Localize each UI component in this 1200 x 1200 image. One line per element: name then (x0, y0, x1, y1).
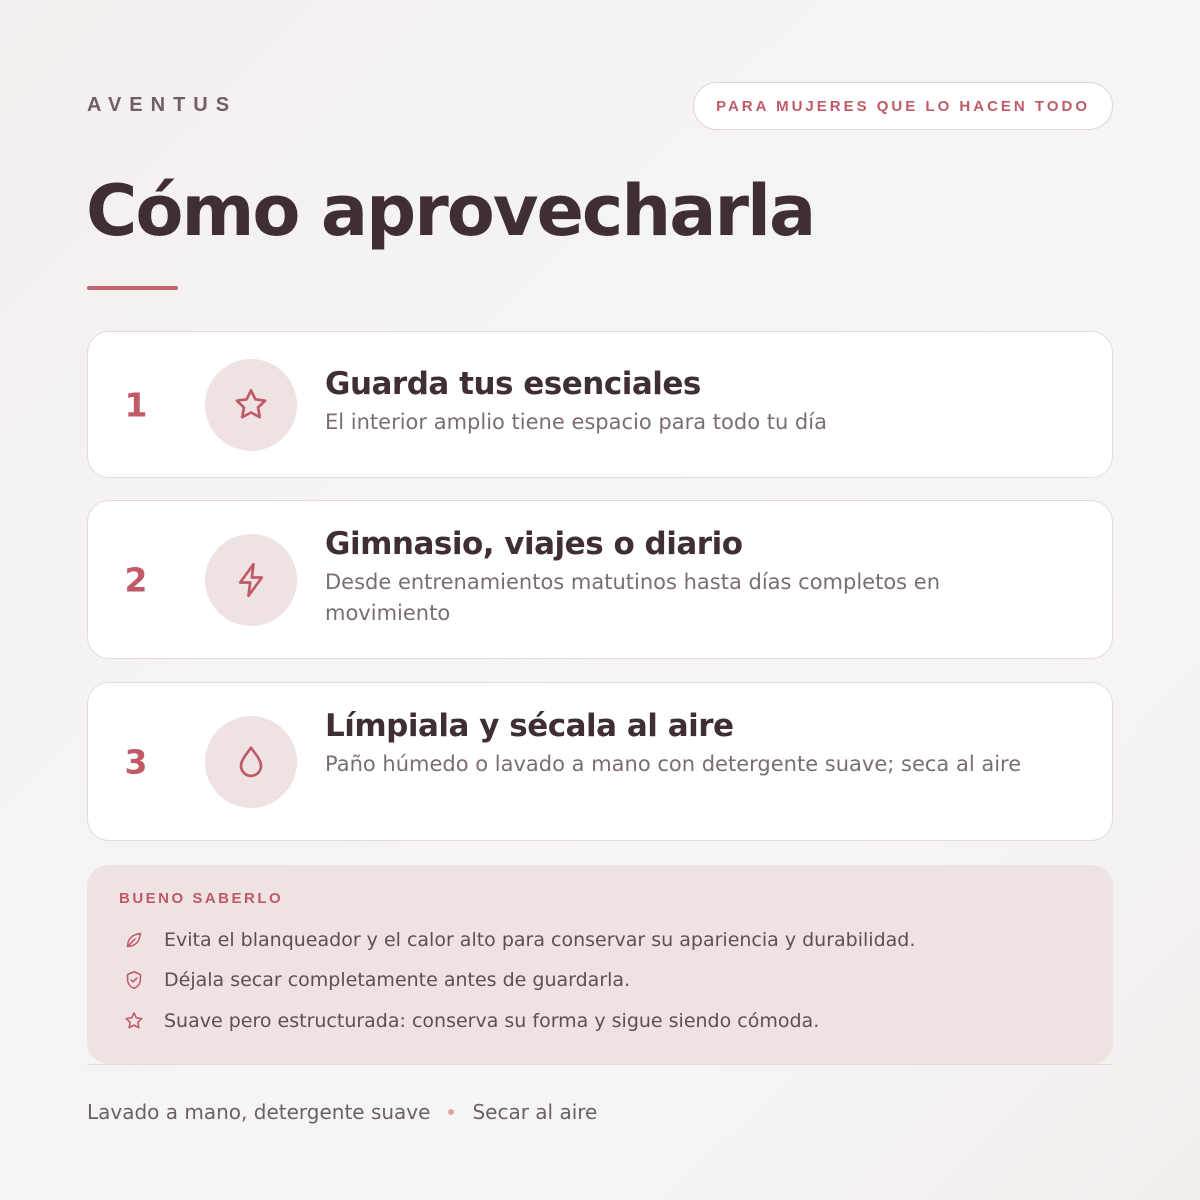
tips-panel (87, 865, 1113, 1064)
header (87, 82, 1113, 130)
step-card-1 (87, 331, 1113, 478)
step-title: Límpiala y sécala al aire (325, 708, 734, 744)
star-icon (205, 359, 297, 451)
shield-check-icon (119, 965, 149, 995)
title-underline (87, 286, 178, 290)
page-title: Cómo aprovecharla (86, 170, 815, 252)
star-icon (119, 1006, 149, 1036)
lightning-icon (205, 534, 297, 626)
tip-item (119, 925, 1081, 955)
leaf-icon (119, 925, 149, 955)
footer (87, 1100, 597, 1124)
footer-care-text: Lavado a mano, detergente suave (87, 1100, 431, 1124)
step-number: 1 (124, 385, 148, 425)
footer-divider (87, 1064, 1113, 1065)
tip-text: Déjala secar completamente antes de guardarla. (164, 969, 631, 991)
step-description: El interior amplio tiene espacio para todo tu día (325, 410, 827, 434)
tip-item (119, 965, 1081, 995)
step-title: Guarda tus esenciales (325, 366, 701, 402)
tip-text: Suave pero estructurada: conserva su forma y sigue siendo cómoda. (164, 1010, 820, 1032)
step-description: Paño húmedo o lavado a mano con detergente suave; seca al aire (325, 752, 1022, 776)
step-description: Desde entrenamientos matutinos hasta días completos en movimiento (325, 570, 941, 625)
step-card-2 (87, 500, 1113, 659)
brand-name: AVENTUS (87, 94, 238, 116)
tip-text: Evita el blanqueador y el calor alto para conservar su apariencia y durabilidad. (164, 929, 916, 951)
droplet-icon (205, 716, 297, 808)
step-card-3 (87, 682, 1113, 841)
tip-item (119, 1006, 1081, 1036)
step-title: Gimnasio, viajes o diario (325, 526, 743, 562)
step-number: 2 (124, 560, 148, 600)
tips-label: BUENO SABERLO (119, 890, 284, 907)
tagline-badge: PARA MUJERES QUE LO HACEN TODO (693, 82, 1113, 130)
step-number: 3 (124, 742, 148, 782)
footer-dry-text: Secar al aire (472, 1100, 598, 1124)
separator-dot (448, 1109, 454, 1115)
